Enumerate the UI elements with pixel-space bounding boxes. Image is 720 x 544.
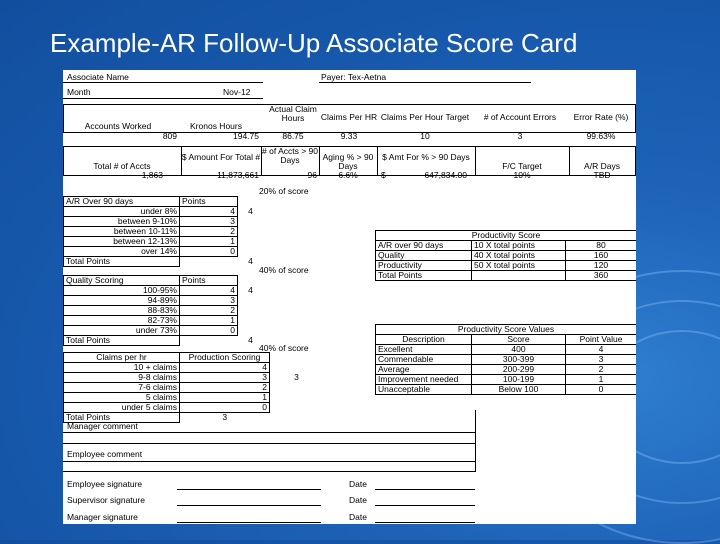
score-values-title: Productivity Score Values [376,325,637,335]
associate-name-label: Associate Name [67,72,129,82]
manager-signature-line[interactable] [177,522,321,523]
score-desc: Unacceptable [376,385,472,395]
summary2-header: $ Amt For % > 90 Days [382,152,470,162]
ar-row-points: 4 [180,207,238,217]
summary1-value: 9.33 [340,131,358,141]
prod-total-label: Total Points [376,271,472,281]
score-values-header: Point Value [566,335,637,345]
ar-score: 4 [248,206,253,216]
summary2-value: 10% [513,170,531,180]
summary1-value: 86.75 [282,131,304,141]
score-range: 300-399 [472,355,566,365]
production-row-label: 9-8 claims [64,373,180,383]
prod-row-formula: 10 X total points [472,241,566,251]
production-table [63,352,324,423]
production-weight: 40% of score [259,343,309,353]
employee-date-label: Date [349,479,367,489]
quality-row-points: 4 [180,286,238,296]
quality-row-label: 100-95% [64,286,180,296]
productivity-score-title: Productivity Score [376,231,637,241]
summary1-header: Kronos Hours [190,121,242,131]
ar-row-points: 3 [180,217,238,227]
productivity-score-table [375,230,636,281]
manager-comment-label: Manager comment [67,421,138,431]
ar-row-points: 2 [180,227,238,237]
score-range: Below 100 [472,385,566,395]
summary1-header: Actual Claim Hours [269,104,317,123]
comment-line[interactable] [63,471,475,472]
prod-row-label: A/R over 90 days [376,241,472,251]
ar-row-points: 0 [180,247,238,257]
quality-points-header: Points [180,276,238,286]
production-row-label: 7-6 claims [64,383,180,393]
summary1-value: 809 [162,131,177,141]
prod-row-label: Productivity [376,261,472,271]
production-row-points: 3 [180,373,270,383]
summary2-header: Total # of Accts [93,161,151,171]
production-row-label: under 5 claims [64,403,180,413]
production-row-label: 5 claims [64,393,180,403]
summary1-header: Claims Per HR [320,112,378,122]
comment-line[interactable] [63,461,475,462]
quality-header: Quality Scoring [64,276,180,286]
score-desc: Improvement needed [376,375,472,385]
quality-total: 4 [248,335,253,345]
score-point-value: 0 [566,385,637,395]
score-values-header: Score [472,335,566,345]
production-row-points: 1 [180,393,270,403]
prod-row-formula: 40 X total points [472,251,566,261]
month-line [63,98,263,99]
quality-row-points: 3 [180,296,238,306]
summary2-header: $ Amount For Total # [181,152,261,162]
summary2-value: 11,873,661 [217,170,259,180]
summary2-header: Aging % > 90 Days [322,152,374,171]
quality-score: 4 [248,285,253,295]
score-card-sheet [63,70,636,524]
month-value: Nov-12 [223,87,251,97]
quality-row-label: under 73% [64,326,180,336]
summary2-header: # of Accts > 90 Days [262,146,318,165]
production-total: 3 [222,412,228,423]
score-point-value: 3 [566,355,637,365]
supervisor-signature-label: Supervisor signature [67,495,145,505]
ar-total-label: Total Points [64,257,180,267]
score-desc: Commendable [376,355,472,365]
ar-over-90-table [63,196,324,267]
ar-row-label: between 12-13% [64,237,180,247]
manager-signature-label: Manager signature [67,512,138,522]
summary1-header: Claims Per Hour Target [380,112,470,122]
score-values-header: Description [376,335,472,345]
summary2-header: A/R Days [584,161,620,171]
supervisor-date-line[interactable] [375,505,475,506]
ar-points-header: Points [180,197,238,207]
quality-row-label: 82-73% [64,316,180,326]
associate-name-line [63,82,263,83]
quality-weight: 40% of score [259,265,309,275]
page-title: Example-AR Follow-Up Associate Score Card [50,28,578,58]
ar-row-label: between 9-10% [64,217,180,227]
summary1-header: Accounts Worked [84,121,152,131]
employee-date-line[interactable] [375,489,475,490]
quality-row-label: 88-83% [64,306,180,316]
score-range: 200-299 [472,365,566,375]
supervisor-date-label: Date [349,495,367,505]
production-score: 3 [294,372,299,382]
payer-label: Payer: Tex-Aetna [321,72,387,82]
ar-weight: 20% of score [259,186,309,196]
quality-row-label: 94-89% [64,296,180,306]
production-row-points: 0 [180,403,270,413]
ar-header: A/R Over 90 days [64,197,180,207]
summary2-header: F/C Target [502,161,542,171]
score-point-value: 1 [566,375,637,385]
score-desc: Average [376,365,472,375]
ar-row-label: between 10-11% [64,227,180,237]
divider [475,410,476,472]
employee-signature-label: Employee signature [67,479,143,489]
summary1-value: 3 [517,131,523,141]
ar-row-label: under 8% [64,207,180,217]
production-row-label: 10 + claims [64,363,180,373]
score-range: 100-199 [472,375,566,385]
prod-row-formula: 50 X total points [472,261,566,271]
score-point-value: 4 [566,345,637,355]
summary1-value: 99.63% [586,131,616,141]
production-header: Claims per hr [64,353,180,363]
score-desc: Excellent [376,345,472,355]
production-row-points: 2 [180,383,270,393]
employee-comment-label: Employee comment [67,449,143,459]
ar-row-label: over 14% [64,247,180,257]
score-values-table [375,324,636,395]
ar-row-points: 1 [180,237,238,247]
summary2-value: 647,834.00 [424,170,467,180]
manager-date-label: Date [349,512,367,522]
prod-row-label: Quality [376,251,472,261]
quality-row-points: 1 [180,316,238,326]
summary2-value: 6.6% [338,170,358,180]
ar-total: 4 [248,256,253,266]
summary1-value: 10 [420,131,430,141]
prod-total: 360 [566,271,637,281]
production-row-points: 4 [180,363,270,373]
quality-row-points: 2 [180,306,238,316]
quality-total-label: Total Points [64,336,180,346]
production-total-label: Total Points [64,413,180,423]
manager-date-line[interactable] [375,522,475,523]
production-scoring-header: Production Scoring [180,353,270,363]
summary1-header: # of Account Errors [483,112,557,122]
score-range: 400 [472,345,566,355]
prod-row-value: 160 [566,251,637,261]
summary1-header: Error Rate (%) [573,112,629,122]
comment-line[interactable] [63,432,475,433]
summary2-value: $ [381,170,386,180]
payer-line [319,82,531,83]
summary2-value: 1,863 [141,170,163,180]
employee-signature-line[interactable] [177,489,321,490]
quality-table [63,275,324,346]
summary1-value: 194.75 [233,131,259,141]
supervisor-signature-line[interactable] [177,505,321,506]
month-label: Month [67,87,91,97]
prod-row-value: 80 [566,241,637,251]
summary2-value: 96 [307,170,317,180]
quality-row-points: 0 [180,326,238,336]
score-point-value: 2 [566,365,637,375]
summary2-value: TBD [593,170,611,180]
comment-line[interactable] [63,443,475,444]
prod-row-value: 120 [566,261,637,271]
